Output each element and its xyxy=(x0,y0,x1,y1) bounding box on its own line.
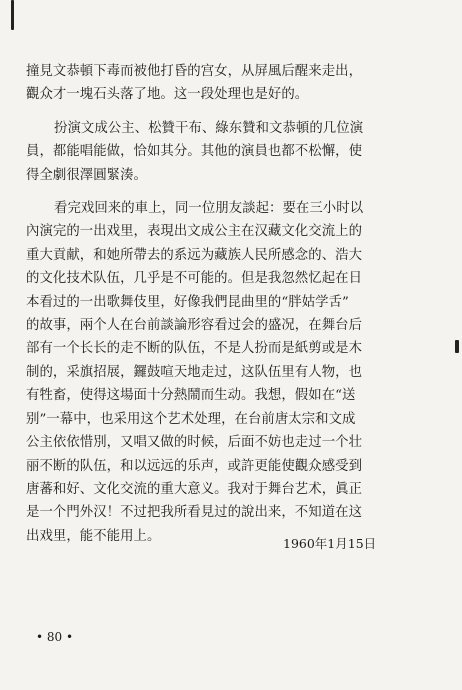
text-line: 有牲畜，使得这場面十分熱鬧而生动。我想，假如在“送 xyxy=(26,388,356,404)
text-line: 部有一个长长的走不断的队伍，不是人扮而是紙剪或是木 xyxy=(26,341,363,357)
paragraph xyxy=(26,197,426,548)
text-line: 重大貢献，和她所帶去的系远为藏族人民所感念的、浩大 xyxy=(26,247,363,263)
text-line: 唐蕃和好、文化交流的重大意义。我对于舞台艺术，眞正 xyxy=(26,481,363,497)
text-line: 丽不断的队伍，和以远远的乐声，或許更能使觀众感受到 xyxy=(26,458,363,474)
text-line: 看完戏回来的車上，同一位朋友談起：要在三小时以 xyxy=(54,201,364,217)
text-line: 得全劇很澤圓緊湊。 xyxy=(26,167,147,183)
text-line: 制的，采旗招展，鑼鼓喧天地走过，这队伍里有人物，也 xyxy=(26,364,363,380)
paragraph xyxy=(26,60,426,107)
paragraph xyxy=(26,117,426,187)
text-line: 撞見文恭頓下毒而被他打昏的宫女，从屏風后醒来走出， xyxy=(26,64,363,79)
text-line: 公主依依惜別，又唱又做的时候，后面不妨也走过一个壮 xyxy=(26,435,363,451)
text-line: 的文化技术队伍，几乎是不可能的。但是我忽然忆起在日 xyxy=(26,271,363,287)
text-line: 别”一幕中，也采用这个艺术处理，在台前唐太宗和文成 xyxy=(26,411,356,427)
page-number: • 80 • xyxy=(36,630,74,644)
text-line: 本看过的一出歌舞伎里，好像我們昆曲里的“胖姑学舌” xyxy=(26,294,349,310)
date: 1960年1月15日 xyxy=(283,536,377,551)
body-text xyxy=(26,60,426,548)
text-line: 的故事，兩个人在台前談論形容看过会的盛况，在舞台后 xyxy=(26,318,363,334)
scan-margin-mark xyxy=(455,340,459,353)
text-line: 內演完的一出戏里，表現出文成公主在汉藏文化交流上的 xyxy=(26,224,363,240)
scan-margin-mark xyxy=(11,0,14,30)
text-line: 是一个門外汉！不过把我所看見过的說出来，不知道在这 xyxy=(26,505,363,521)
text-line: 出戏里，能不能用上。 xyxy=(26,528,161,544)
text-line: 扮演文成公主、松贊干布、綠东贊和文恭頓的几位演 xyxy=(54,120,364,136)
text-line: 員，都能唱能做，恰如其分。其他的演員也都不松懈，使 xyxy=(26,144,363,160)
text-line: 觀众才一塊石头落了地。这一段处理也是好的。 xyxy=(26,87,309,103)
